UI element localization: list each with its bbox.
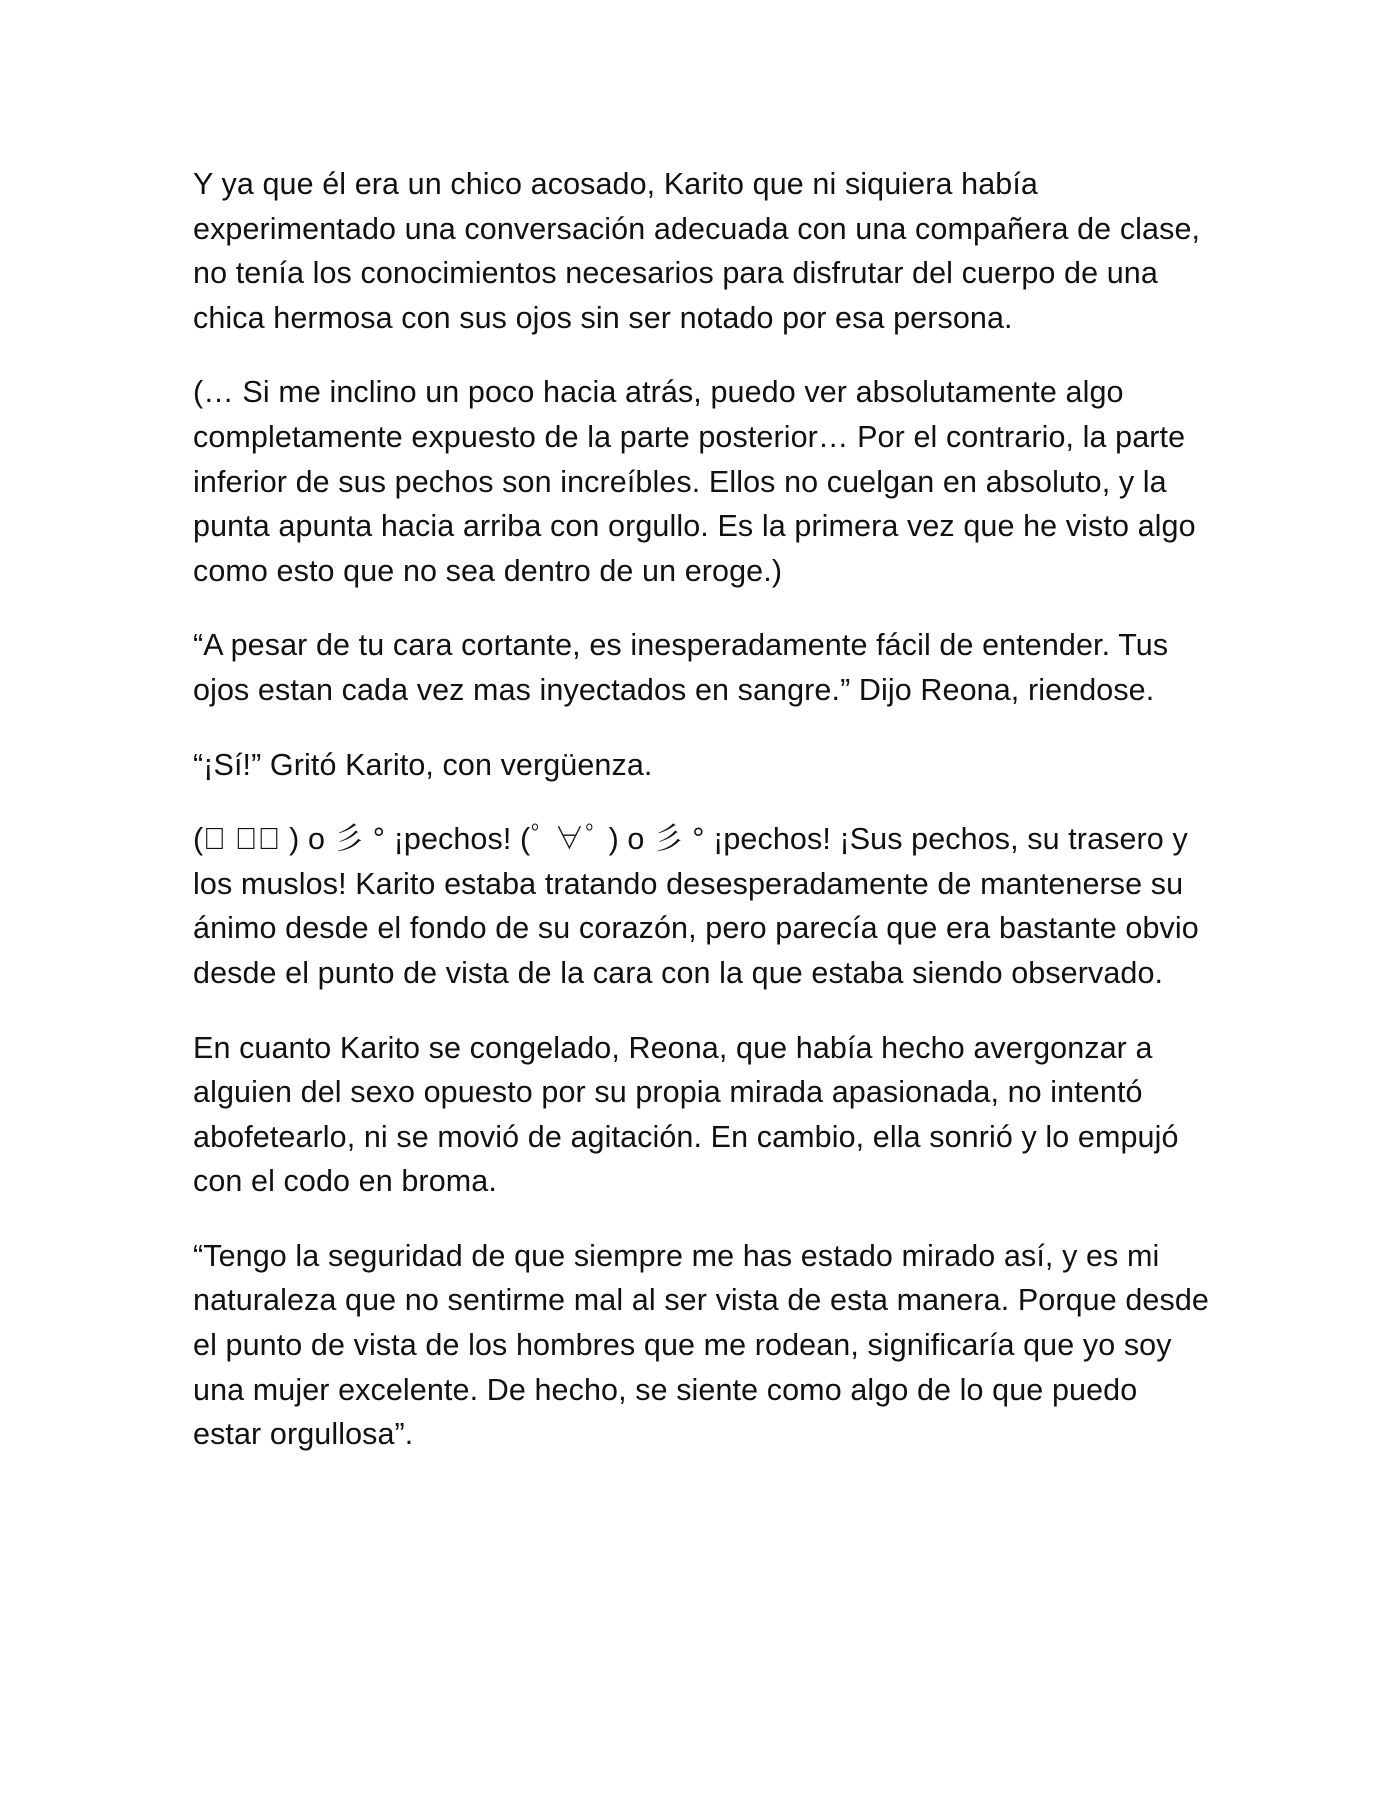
paragraph-5: (ﾟ ∀ﾟ ) o 彡 ° ¡pechos! (ﾟ ∀ﾟ ) o 彡 ° ¡pechos! ¡Sus pechos, su trasero y los muslos! Karito estaba tratando desesperadamente de mantenerse su ánimo desde el fondo de su corazón, pero parecía que era bastante obvio desde el punto de vista de la cara con la que estaba siendo observado. bbox=[193, 822, 1199, 990]
paragraph-1: Y ya que él era un chico acosado, Karito que ni siquiera había experimentado una conversación adecuada con una compañera de clase, no tenía los conocimientos necesarios para disfrutar del cuerpo de una chica hermosa con sus ojos sin ser notado por esa persona. bbox=[193, 167, 1201, 335]
text-body bbox=[193, 162, 1213, 1487]
paragraph-2: (… Si me inclino un poco hacia atrás, puedo ver absolutamente algo completamente expuesto de la parte posterior… Por el contrario, la parte inferior de sus pechos son increíbles. Ellos no cuelgan en absoluto, y la punta apunta hacia arriba con orgullo. Es la primera vez que he visto algo como esto que no sea dentro de un eroge.) bbox=[193, 375, 1196, 588]
paragraph-7: “Tengo la seguridad de que siempre me has estado mirado así, y es mi naturaleza que no sentirme mal al ser vista de esta manera. Porque desde el punto de vista de los hombres que me rodean, significaría que yo soy una mujer excelente. De hecho, se siente como algo de lo que puedo estar orgullosa”. bbox=[193, 1238, 1209, 1452]
paragraph-4: “¡Sí!” Gritó Karito, con vergüenza. bbox=[193, 747, 653, 782]
paragraph-3: “A pesar de tu cara cortante, es inesperadamente fácil de entender. Tus ojos estan cada vez mas inyectados en sangre.” Dijo Reona, riendose. bbox=[193, 628, 1169, 707]
paragraph-6: En cuanto Karito se congelado, Reona, que había hecho avergonzar a alguien del sexo opuesto por su propia mirada apasionada, no intentó abofetearlo, ni se movió de agitación. En cambio, ella sonrió y lo empujó con el codo en broma. bbox=[193, 1030, 1179, 1199]
